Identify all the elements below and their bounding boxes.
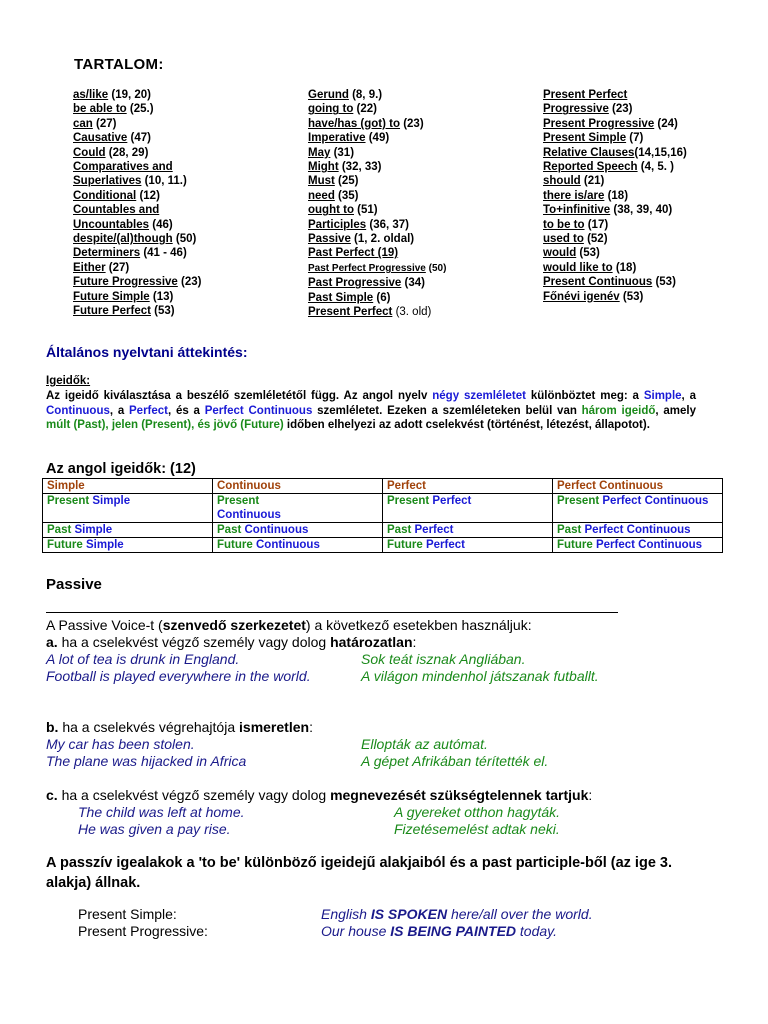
table-cell: Past Simple bbox=[43, 523, 213, 538]
table-header: Simple bbox=[43, 479, 213, 494]
toc-item[interactable]: Participles (36, 37) bbox=[308, 218, 409, 231]
toc-item[interactable]: Főnévi igenév (53) bbox=[543, 290, 644, 303]
example-hu: A gyereket otthon hagyták. bbox=[394, 804, 561, 820]
toc-item[interactable]: Past Perfect (19) bbox=[308, 247, 399, 260]
case-b: b. ha a cselekvés végrehajtója ismeretlen: bbox=[46, 719, 313, 735]
tenses-table-title: Az angol igeidők: (12) bbox=[46, 461, 196, 477]
toc-item[interactable]: Conditional (12) bbox=[73, 189, 160, 202]
table-cell: Past Perfect bbox=[383, 523, 553, 538]
toc-item[interactable]: going to (22) bbox=[308, 103, 377, 116]
passive-formation-note: A passzív igealakok a 'to be' különböző igeidejű alakjaiból és a past participle-ből (az ige 3. alakja) állnak. bbox=[46, 855, 672, 891]
passive-intro: A Passive Voice-t (szenvedő szerkezetet) a következő esetekben használjuk: bbox=[46, 617, 532, 633]
case-a: a. ha a cselekvést végző személy vagy dolog határozatlan: bbox=[46, 634, 417, 650]
toc-item[interactable]: Causative (47) bbox=[73, 132, 151, 145]
form-label: Present Progressive: bbox=[78, 923, 208, 939]
form-label: Present Simple: bbox=[78, 906, 177, 922]
form-example: Our house IS BEING PAINTED today. bbox=[321, 923, 558, 939]
example-hu: A világon mindenhol játszanak futballt. bbox=[361, 668, 599, 684]
table-row bbox=[43, 538, 723, 553]
divider bbox=[46, 612, 618, 613]
toc-item[interactable]: Present Perfect (3. old) bbox=[308, 306, 432, 319]
toc-item[interactable]: Present Progressive (24) bbox=[543, 117, 678, 130]
toc-item[interactable]: Past Simple (6) bbox=[308, 291, 391, 304]
toc-title: TARTALOM: bbox=[74, 56, 164, 73]
example-en: My car has been stolen. bbox=[46, 736, 195, 752]
toc-item[interactable]: Comparatives and bbox=[73, 161, 173, 174]
toc-item[interactable]: Must (25) bbox=[308, 175, 359, 188]
toc-column-3 bbox=[543, 88, 687, 304]
table-cell: Past Continuous bbox=[213, 523, 383, 538]
table-header: Continuous bbox=[213, 479, 383, 494]
table-header: Perfect bbox=[383, 479, 553, 494]
table-header-row bbox=[43, 479, 723, 494]
toc-item[interactable]: Determiners (41 - 46) bbox=[73, 247, 187, 260]
toc-item[interactable]: need (35) bbox=[308, 189, 359, 202]
table-header: Perfect Continuous bbox=[553, 479, 723, 494]
toc-item[interactable]: despite/(al)though (50) bbox=[73, 233, 197, 246]
toc-item[interactable]: Gerund (8, 9.) bbox=[308, 89, 383, 101]
toc-item[interactable]: have/has (got) to (23) bbox=[308, 117, 424, 130]
toc-item[interactable]: Present Perfect bbox=[543, 89, 628, 101]
toc-item[interactable]: Reported Speech (4, 5. ) bbox=[543, 161, 675, 174]
toc-item[interactable]: there is/are (18) bbox=[543, 189, 629, 202]
example-en: A lot of tea is drunk in England. bbox=[46, 651, 240, 667]
toc-item[interactable]: Past Progressive (34) bbox=[308, 277, 425, 290]
toc-item[interactable]: to be to (17) bbox=[543, 218, 609, 231]
toc-item[interactable]: Superlatives (10, 11.) bbox=[73, 175, 187, 188]
toc-column-2 bbox=[308, 88, 446, 320]
toc-item[interactable]: May (31) bbox=[308, 146, 355, 159]
case-c: c. ha a cselekvést végző személy vagy dolog megnevezését szükségtelennek tartjuk: bbox=[46, 787, 593, 803]
table-row bbox=[43, 523, 723, 538]
toc-item[interactable]: ought to (51) bbox=[308, 204, 378, 217]
table-cell: Past Perfect Continuous bbox=[553, 523, 723, 538]
toc-item[interactable]: Future Progressive (23) bbox=[73, 276, 202, 289]
example-hu: Fizetésemelést adtak neki. bbox=[394, 821, 560, 837]
tenses-table bbox=[42, 478, 723, 553]
toc-item[interactable]: would (53) bbox=[543, 247, 600, 260]
toc-item[interactable]: Future Perfect (53) bbox=[73, 305, 175, 318]
toc-item[interactable]: as/like (19, 20) bbox=[73, 89, 151, 101]
toc-item[interactable]: To+infinitive (38, 39, 40) bbox=[543, 204, 673, 217]
example-hu: Sok teát isznak Angliában. bbox=[361, 651, 526, 667]
toc-item[interactable]: Present Simple (7) bbox=[543, 132, 644, 145]
example-en: Football is played everywhere in the world. bbox=[46, 668, 311, 684]
example-hu: A gépet Afrikában térítették el. bbox=[361, 753, 549, 769]
table-cell: Future Simple bbox=[43, 538, 213, 553]
table-cell: Present Perfect bbox=[383, 494, 553, 523]
tenses-subheading: Igeidők: bbox=[46, 375, 91, 387]
toc-item[interactable]: used to (52) bbox=[543, 233, 608, 246]
toc-item[interactable]: can (27) bbox=[73, 117, 117, 130]
toc-item[interactable]: Relative Clauses(14,15,16) bbox=[543, 146, 687, 159]
form-example: English IS SPOKEN here/all over the world. bbox=[321, 906, 593, 922]
toc-item[interactable]: Could (28, 29) bbox=[73, 146, 149, 159]
toc-item[interactable]: Imperative (49) bbox=[308, 132, 390, 145]
toc-column-1 bbox=[73, 88, 201, 319]
table-cell: Future Perfect Continuous bbox=[553, 538, 723, 553]
toc-item[interactable]: would like to (18) bbox=[543, 261, 637, 274]
toc-item[interactable]: Present Continuous (53) bbox=[543, 276, 676, 289]
toc-item[interactable]: Might (32, 33) bbox=[308, 161, 382, 174]
tenses-paragraph: Az igeidő kiválasztása a beszélő szemléletétől függ. Az angol nyelv négy szemléletet különböztet meg: a Simple, a Continuous, a Perfect, és a Perfect Continuous szemléletet. Ezeken a szemléleteken belül van három igeidő, amely múlt (Past), jelen (Present), és jövő (Future) időben elhelyezi az adott cselekvést (történést, létezést, állapotot). bbox=[46, 390, 696, 432]
toc-item[interactable]: Either (27) bbox=[73, 261, 130, 274]
toc-item[interactable]: Uncountables (46) bbox=[73, 218, 173, 231]
table-row bbox=[43, 494, 723, 523]
toc-item[interactable]: Passive (1, 2. oldal) bbox=[308, 233, 415, 246]
example-en: The plane was hijacked in Africa bbox=[46, 753, 247, 769]
table-cell: Future Continuous bbox=[213, 538, 383, 553]
passive-heading: Passive bbox=[46, 576, 102, 593]
example-en: The child was left at home. bbox=[78, 804, 245, 820]
toc-item[interactable]: be able to (25.) bbox=[73, 103, 154, 116]
toc-item[interactable]: Progressive (23) bbox=[543, 103, 633, 116]
example-hu: Ellopták az autómat. bbox=[361, 736, 488, 752]
table-cell: Present Continuous bbox=[213, 494, 383, 523]
toc-item[interactable]: should (21) bbox=[543, 175, 605, 188]
toc-item[interactable]: Future Simple (13) bbox=[73, 290, 174, 303]
example-en: He was given a pay rise. bbox=[78, 821, 231, 837]
table-cell: Present Simple bbox=[43, 494, 213, 523]
toc-item[interactable]: Past Perfect Progressive (50) bbox=[308, 262, 447, 274]
table-cell: Future Perfect bbox=[383, 538, 553, 553]
overview-heading: Általános nyelvtani áttekintés: bbox=[46, 344, 248, 360]
table-cell: Present Perfect Continuous bbox=[553, 494, 723, 523]
toc-item[interactable]: Countables and bbox=[73, 204, 160, 217]
